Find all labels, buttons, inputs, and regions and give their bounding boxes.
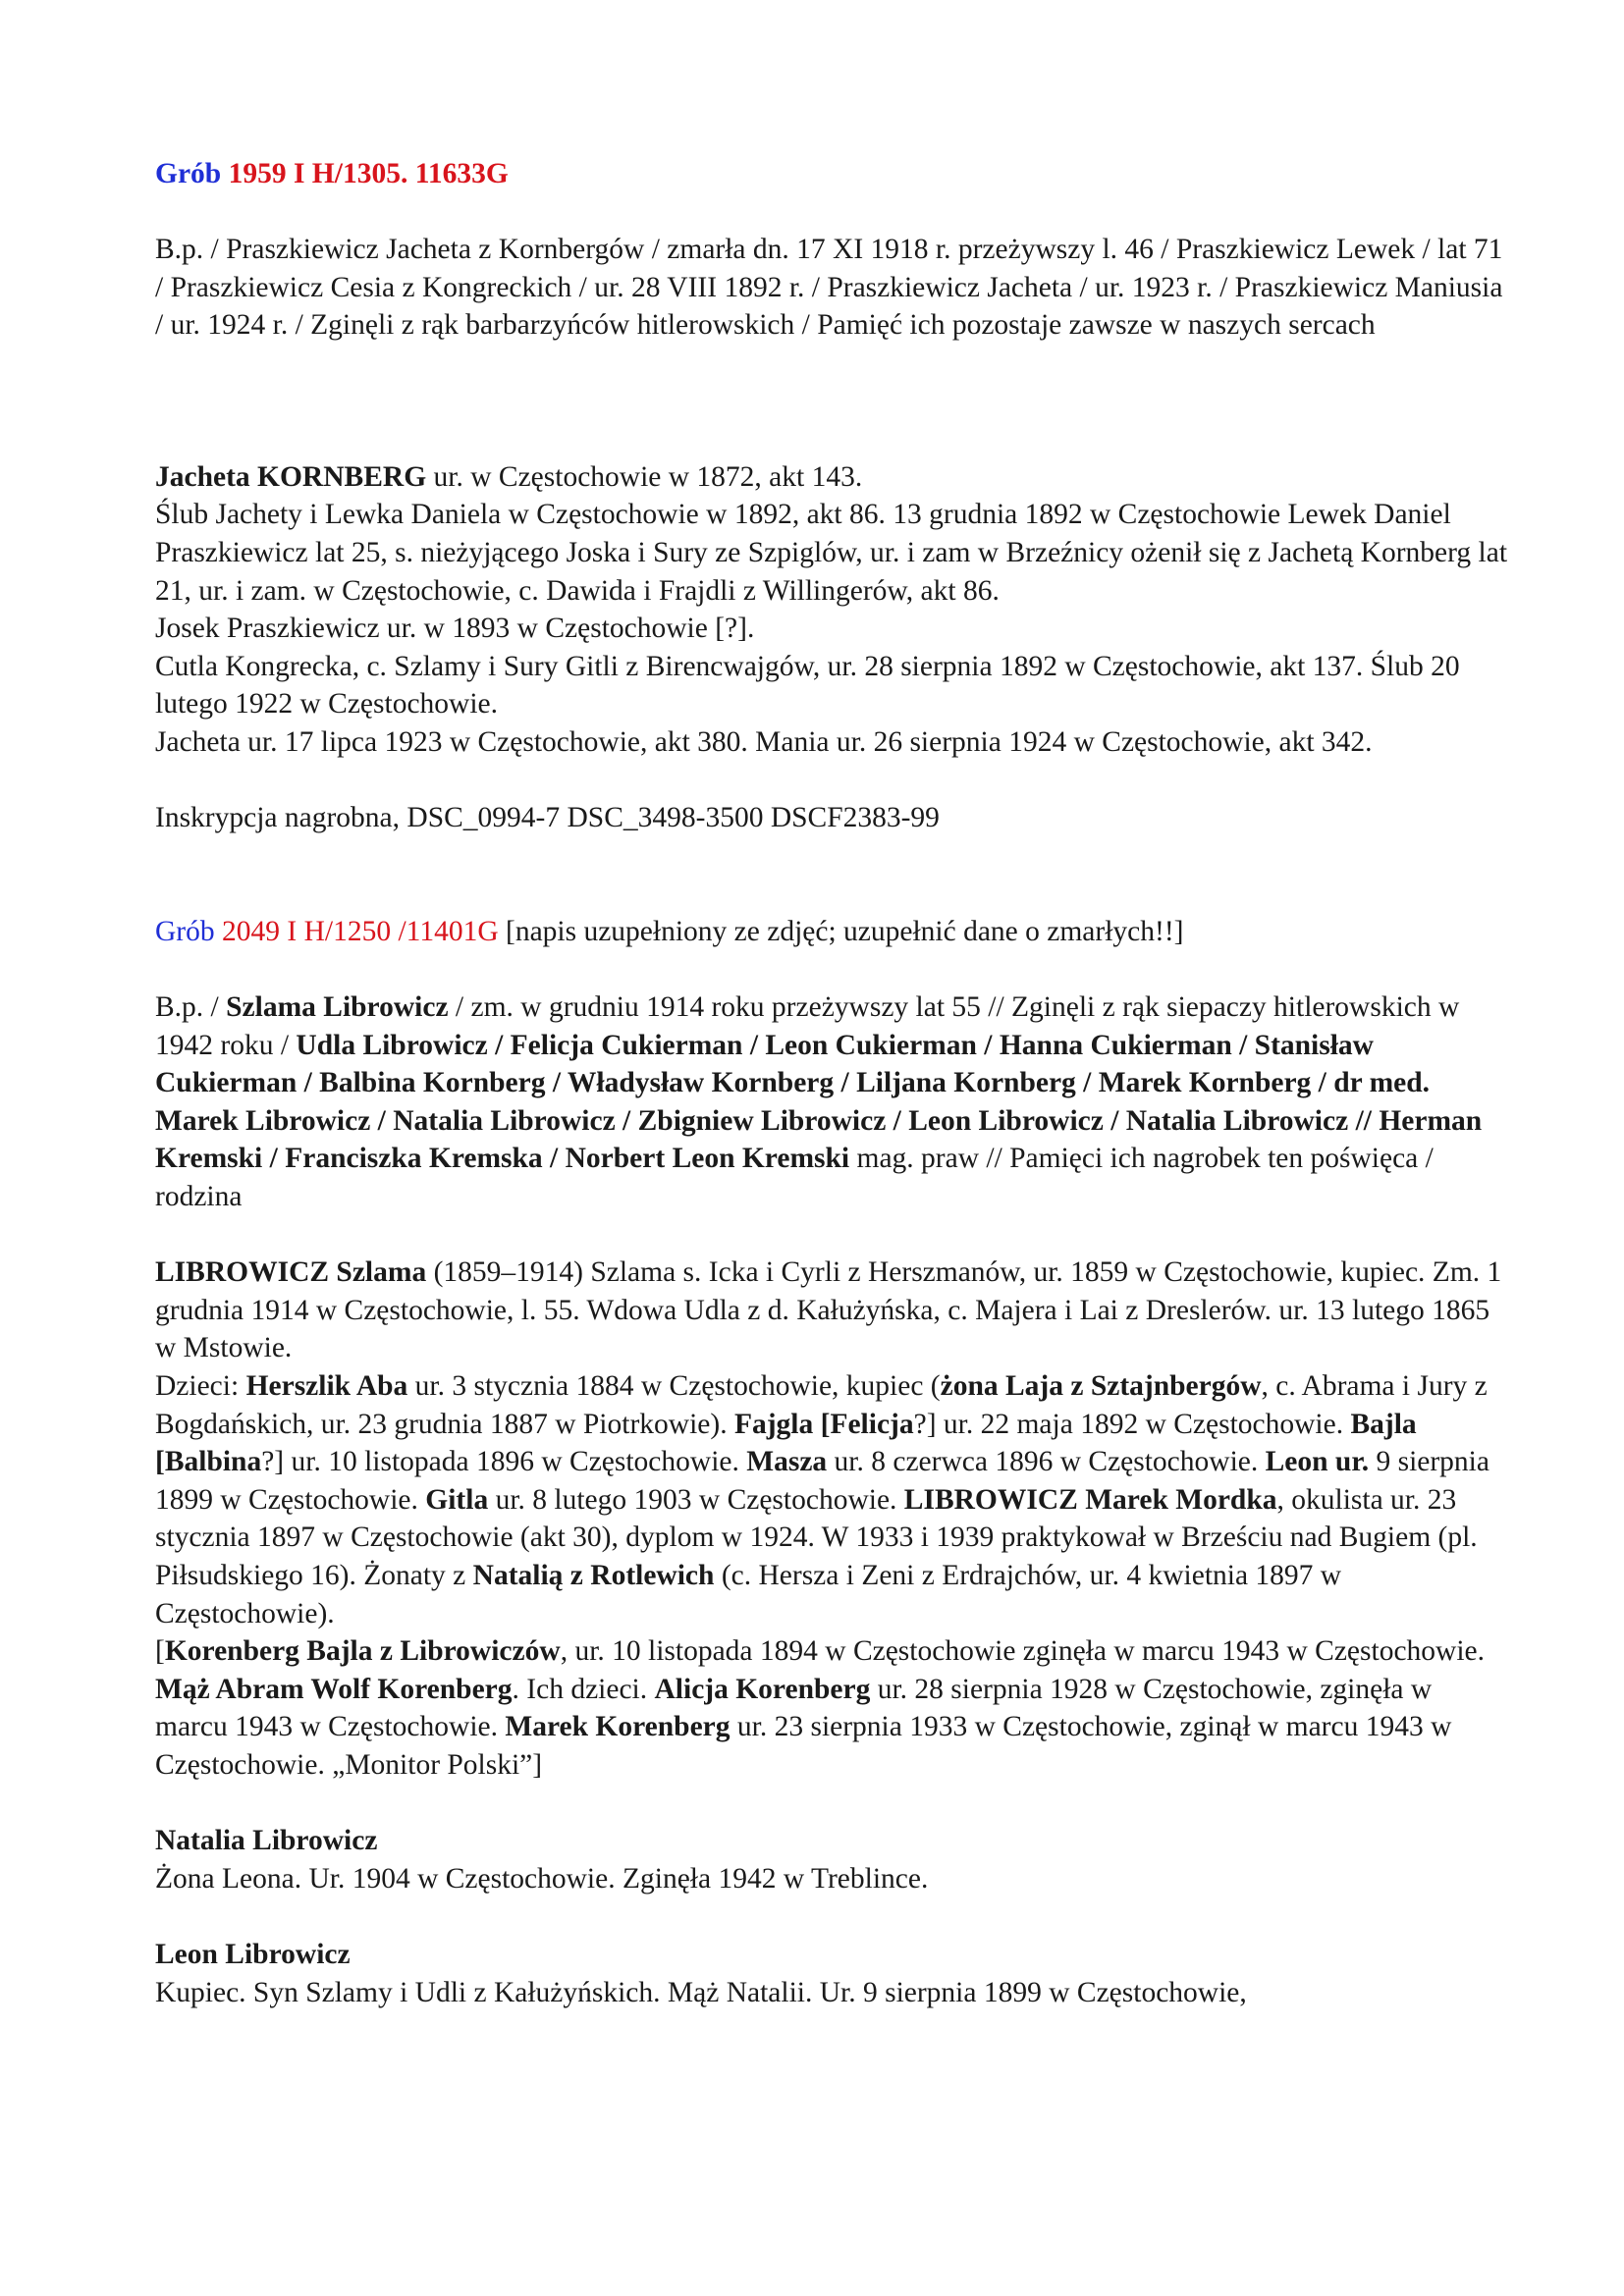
person-heading: Leon Librowicz bbox=[155, 1938, 351, 1970]
grave-label: Grób bbox=[155, 158, 222, 189]
notes-cutla: Cutla Kongrecka, c. Szlamy i Sury Gitli z Birencwajgów, ur. 28 sierpnia 1892 w Częstochowie, akt 137. Ślub 20 lutego 1922 w Częstochowie. bbox=[155, 650, 1460, 721]
notes-children: Jacheta ur. 17 lipca 1923 w Częstochowie, akt 380. Mania ur. 26 sierpnia 1924 w Częstochowie, akt 342. bbox=[155, 725, 1373, 758]
grave-number: 1959 I H/1305. 11633G bbox=[228, 158, 509, 189]
person-name: Jacheta KORNBERG bbox=[155, 460, 427, 493]
bio-szlama: LIBROWICZ Szlama (1859–1914) Szlama s. Icka i Cyrli z Herszmanów, ur. 1859 w Częstochowie, kupiec. Zm. 1 grudnia 1914 w Częstochowie, l. 55. Wdowa Udla z d. Kałużyńska, c. Majera i Lai z Dreslerów. ur. 13 lutego 1865 w Mstowie. bbox=[155, 1256, 1502, 1364]
grave-label: Grób bbox=[155, 915, 215, 947]
grave-heading bbox=[155, 913, 1510, 951]
person-text: Żona Leona. Ur. 1904 w Częstochowie. Zginęła 1942 w Treblince. bbox=[155, 1862, 929, 1895]
notes-josek: Josek Praszkiewicz ur. w 1893 w Częstochowie [?]. bbox=[155, 613, 755, 645]
bio-children: Dzieci: Herszlik Aba ur. 3 stycznia 1884 w Częstochowie, kupiec (żona Laja z Sztajnbergów, c. Abrama i Jury z Bogdańskich, ur. 23 grudnia 1887 w Piotrkowie). Fajgla [Felicja?] ur. 22 maja 1892 w Częstochowie. Bajla [Balbina?] ur. 10 listopada 1896 w Częstochowie. Masza ur. 8 czerwca 1896 w Częstochowie. Leon ur. 9 sierpnia 1899 w Częstochowie. Gitla ur. 8 lutego 1903 w Częstochowie. LIBROWICZ Marek Mordka, okulista ur. 23 stycznia 1897 w Częstochowie (akt 30), dyplom w 1924. W 1933 i 1939 praktykował w Brześciu nad Bugiem (pl. Piłsudskiego 16). Żonaty z Natalią z Rotlewich (c. Hersza i Zeni z Erdrajchów, ur. 4 kwietnia 1897 w Częstochowie). bbox=[155, 1370, 1489, 1629]
notes-birth: Jacheta KORNBERG ur. w Częstochowie w 1872, akt 143. bbox=[155, 460, 863, 493]
person-heading: Natalia Librowicz bbox=[155, 1825, 378, 1857]
source-line: Inskrypcja nagrobna, DSC_0994-7 DSC_3498-3500 DSCF2383-99 bbox=[155, 802, 940, 834]
grave-note: [napis uzupełniony ze zdjęć; uzupełnić dane o zmarłych!!] bbox=[498, 915, 1184, 947]
document-page bbox=[155, 155, 1510, 2011]
notes-marriage: Ślub Jachety i Lewka Daniela w Częstochowie w 1892, akt 86. 13 grudnia 1892 w Częstochowie Lewek Daniel Praszkiewicz lat 25, s. nieżyjącego Joska i Sury ze Szpiglów, ur. i zam w Brzeźnicy ożenił się z Jachetą Kornberg lat 21, ur. i zam. w Częstochowie, c. Dawida i Frajdli z Willingerów, akt 86. bbox=[155, 499, 1508, 607]
person-text: Kupiec. Syn Szlamy i Udli z Kałużyńskich. Mąż Natalii. Ur. 9 sierpnia 1899 w Częstochowie, bbox=[155, 1976, 1247, 2008]
grave-heading bbox=[155, 155, 1510, 193]
grave-inscription: B.p. / Szlama Librowicz / zm. w grudniu 1914 roku przeżywszy lat 55 // Zginęli z rąk siepaczy hitlerowskich w 1942 roku / Udla Librowicz / Felicja Cukierman / Leon Cukierman / Hanna Cukierman / Stanisław Cukierman / Balbina Kornberg / Władysław Kornberg / Liljana Kornberg / Marek Kornberg / dr med. Marek Librowicz / Natalia Librowicz / Zbigniew Librowicz / Leon Librowicz / Natalia Librowicz // Herman Kremski / Franciszka Kremska / Norbert Leon Kremski mag. praw // Pamięci ich nagrobek ten poświęca / rodzina bbox=[155, 991, 1483, 1213]
bio-korenberg: [Korenberg Bajla z Librowiczów, ur. 10 listopada 1894 w Częstochowie zginęła w marcu 1943 w Częstochowie. Mąż Abram Wolf Korenberg. Ich dzieci. Alicja Korenberg ur. 28 sierpnia 1928 w Częstochowie, zginęła w marcu 1943 w Częstochowie. Marek Korenberg ur. 23 sierpnia 1933 w Częstochowie, zginął w marcu 1943 w Częstochowie. „Monitor Polski”] bbox=[155, 1635, 1486, 1781]
grave-number: 2049 I H/1250 /11401G bbox=[222, 915, 499, 947]
grave-inscription: B.p. / Praszkiewicz Jacheta z Kornbergów / zmarła dn. 17 XI 1918 r. przeżywszy l. 46 / Praszkiewicz Lewek / lat 71 / Praszkiewicz Cesia z Kongreckich / ur. 28 VIII 1892 r. / Praszkiewicz Jacheta / ur. 1923 r. / Praszkiewicz Maniusia / ur. 1924 r. / Zginęli z rąk barbarzyńców hitlerowskich / Pamięć ich pozostaje zawsze w naszych sercach bbox=[155, 234, 1503, 342]
